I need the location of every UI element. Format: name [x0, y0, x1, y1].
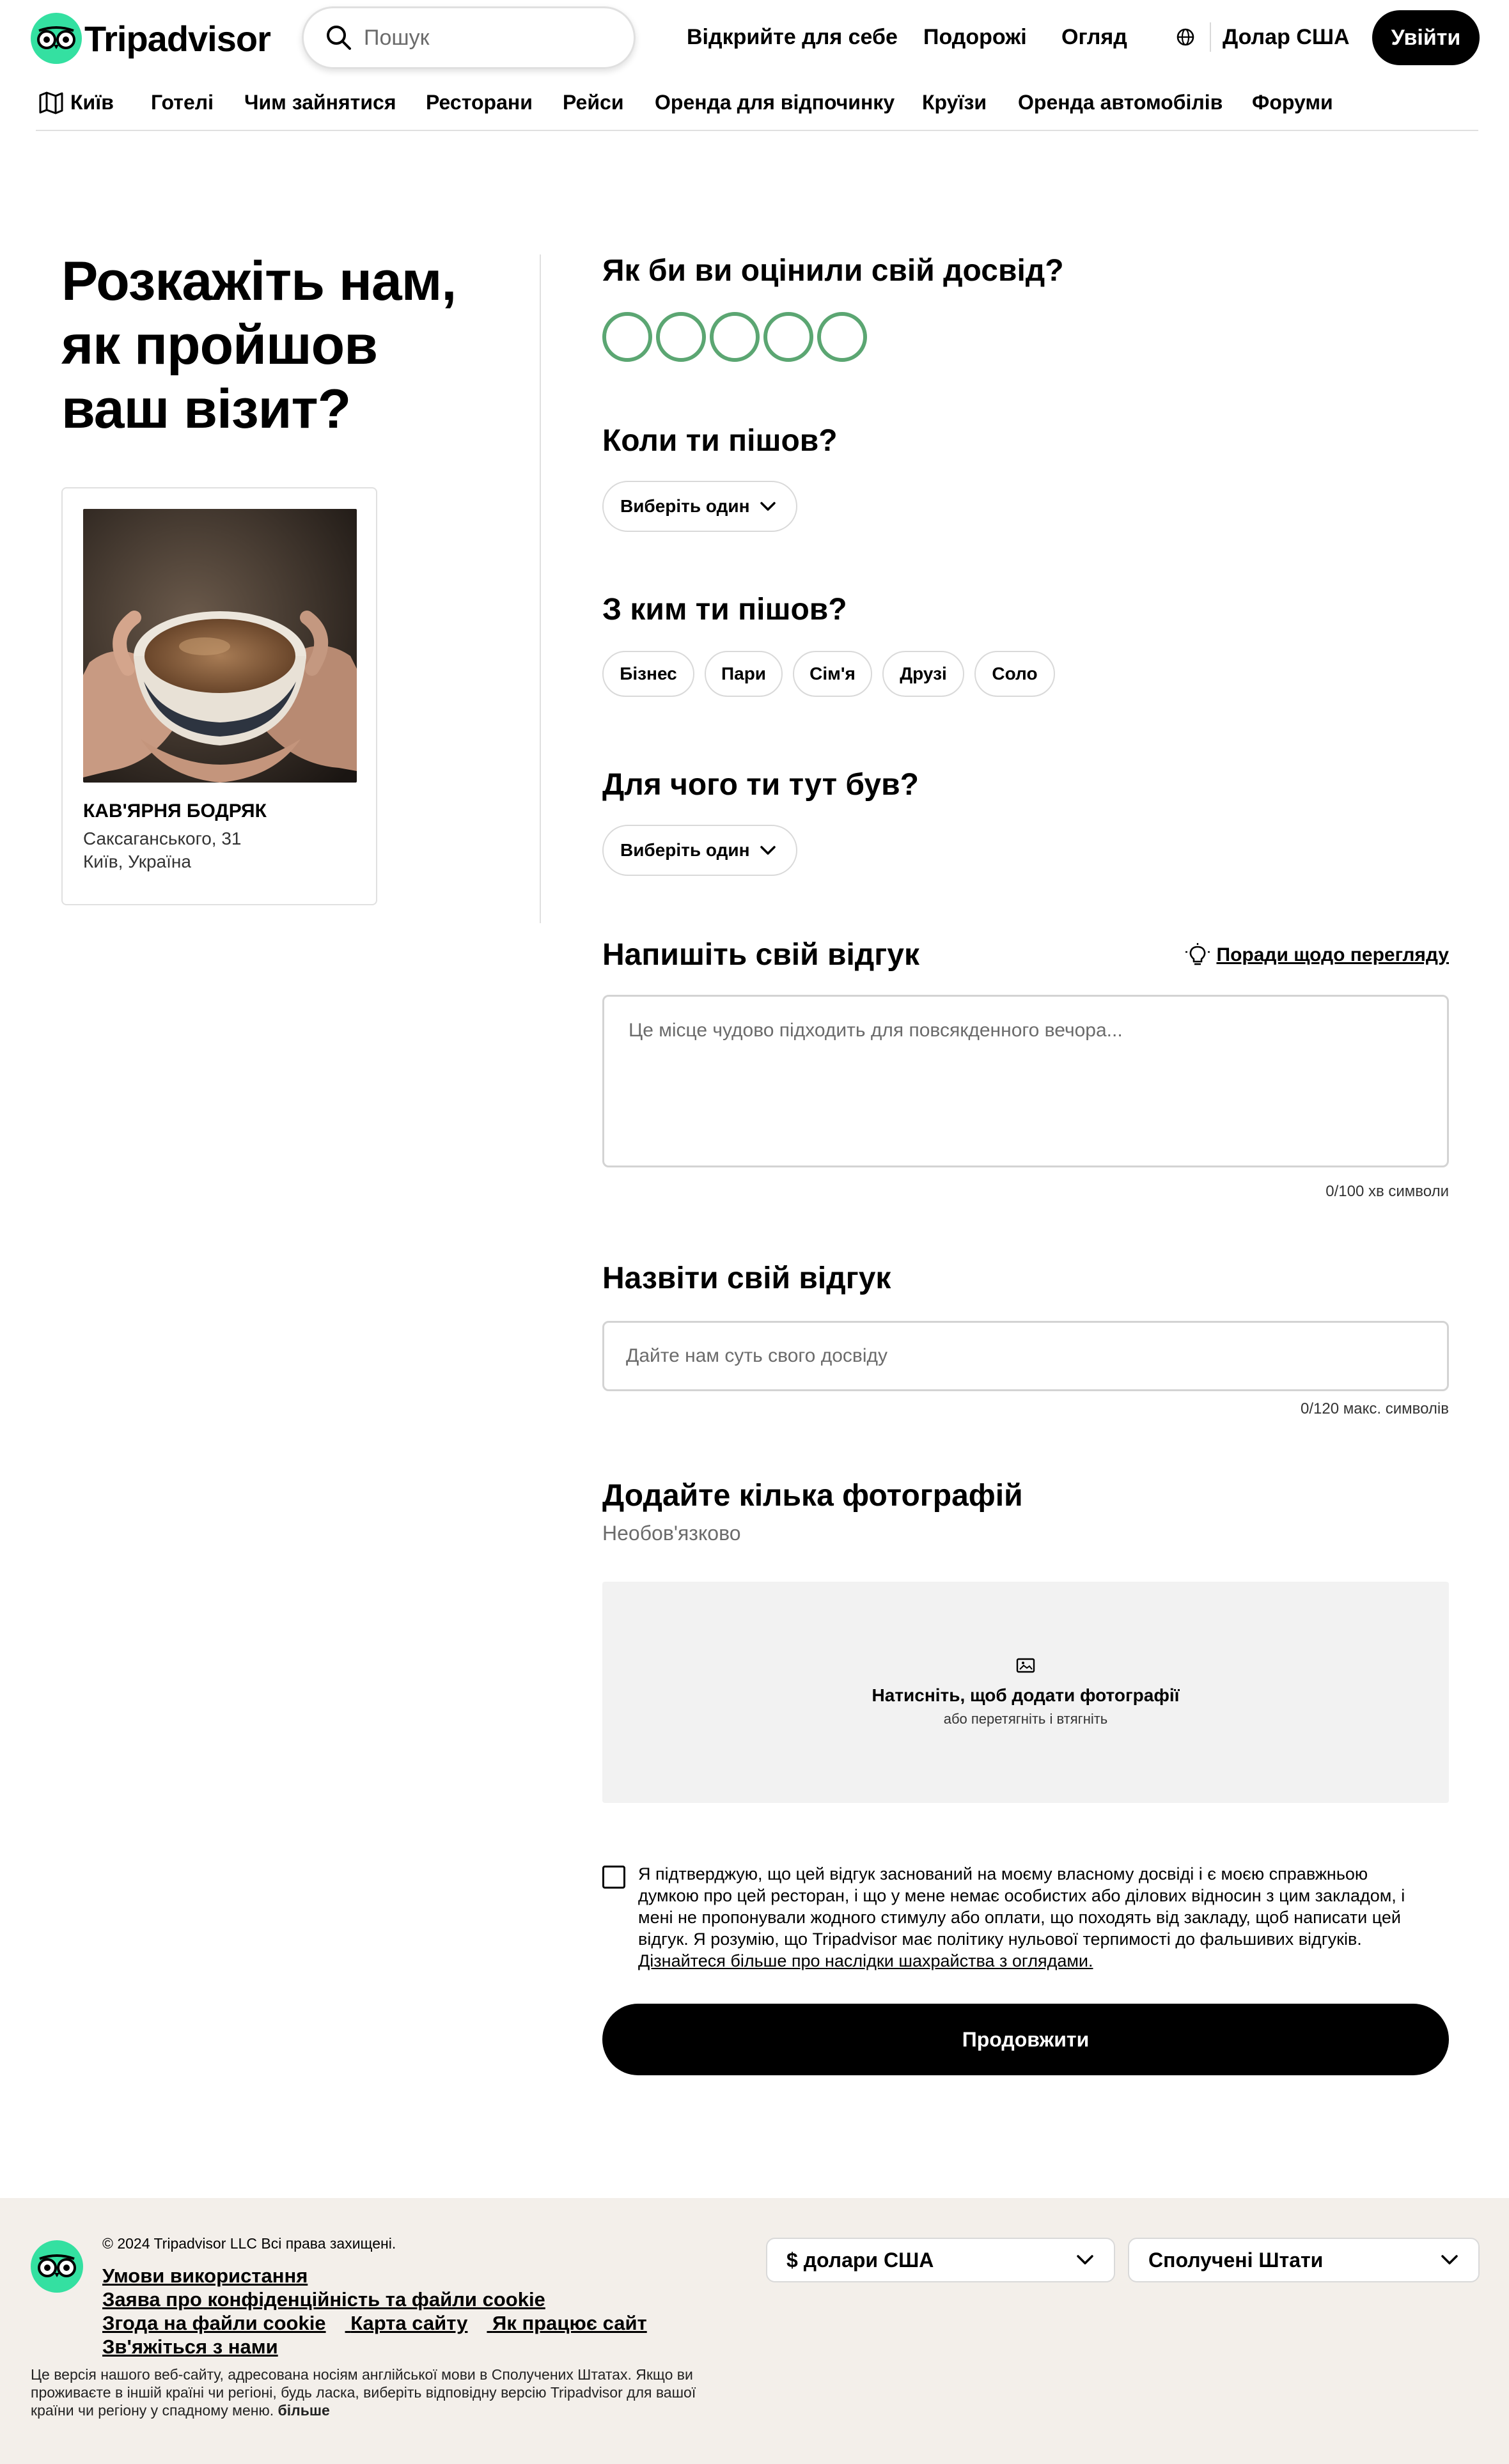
place-card [61, 487, 377, 905]
catnav-restaurants[interactable]: Ресторани [426, 91, 533, 114]
header-divider [36, 130, 1478, 131]
review-title-input[interactable] [602, 1321, 1449, 1391]
companion-options [602, 651, 1065, 697]
companion-family[interactable]: Сім'я [793, 651, 872, 697]
catnav-hotels[interactable]: Готелі [151, 91, 214, 114]
logo-text: Tripadvisor [84, 18, 270, 59]
locale-note-more-link[interactable]: більше [278, 2402, 330, 2419]
locale-note-text: Це версія нашого веб-сайту, адресована носіям англійської мови в Сполучених Штатах. Якщо ви проживаєте в іншій країні чи регіоні, будь ласка, виберіть відповідну версію Tripadvisor для вашої країни чи регіону у спадному меню. [31, 2366, 696, 2419]
rating-bubble-4[interactable] [763, 312, 813, 362]
title-char-counter: 0/120 макс. символів [1301, 1400, 1449, 1417]
privacy-link[interactable]: Заява про конфіденційність та файли cookie [102, 2288, 545, 2311]
address-line2: Київ, Україна [83, 852, 191, 871]
when-select-label: Виберіть один [620, 496, 750, 516]
review-tips-label: Поради щодо перегляду [1216, 944, 1449, 965]
confirm-checkbox[interactable] [602, 1866, 625, 1889]
chevron-down-icon [759, 845, 777, 856]
currency-divider [1210, 22, 1211, 52]
catnav-forums[interactable]: Форуми [1252, 91, 1333, 114]
confirm-statement: Я підтверджую, що цей відгук заснований на моєму власному досвіді і є моєю справжньою думкою про цей ресторан, і що у мене немає особистих або ділових відносин з цим закладом, і мені не пропонували жодного стимулу або оплати, що походять від закладу, щоб написати цей відгук. Я розумію, що Tripadvisor має політику нульової терпимості до фальшивих відгуків. [638, 1864, 1405, 1949]
confirm-row [602, 1863, 1449, 1972]
site-footer [0, 2198, 1509, 2464]
catnav-things-to-do[interactable]: Чим зайнятися [244, 91, 396, 114]
add-photo-icon [1016, 1657, 1035, 1674]
rating-bubbles [602, 312, 871, 362]
place-photo [83, 509, 357, 783]
footer-currency-select[interactable] [766, 2238, 1115, 2282]
footer-region-label: Сполучені Штати [1148, 2248, 1324, 2272]
cookie-consent-link[interactable]: Згода на файли cookie [102, 2312, 326, 2334]
review-textarea[interactable] [602, 995, 1449, 1167]
location-link[interactable]: Київ [38, 91, 114, 114]
site-header [0, 0, 1509, 131]
companion-question: З ким ти пішов? [602, 593, 847, 627]
footer-region-select[interactable] [1128, 2238, 1480, 2282]
map-icon [38, 91, 64, 114]
companion-couples[interactable]: Пари [705, 651, 783, 697]
column-divider [540, 254, 541, 923]
purpose-select[interactable] [602, 825, 797, 876]
footer-locale-note [31, 2366, 734, 2419]
nav-review[interactable]: Огляд [1061, 24, 1127, 49]
catnav-cruises[interactable]: Круїзи [922, 91, 987, 114]
currency-switcher[interactable] [1175, 18, 1350, 56]
how-site-works-link[interactable]: Як працює сайт [492, 2312, 647, 2334]
lightbulb-icon [1185, 942, 1210, 968]
nav-discover[interactable]: Відкрийте для себе [687, 24, 898, 49]
catnav-vacation-rentals[interactable]: Оренда для відпочинку [655, 91, 895, 114]
photo-dropzone-label: Натисніть, щоб додати фотографії [872, 1685, 1180, 1705]
purpose-question: Для чого ти тут був? [602, 768, 919, 802]
login-button[interactable]: Увійти [1372, 10, 1480, 65]
footer-links-row1 [102, 2265, 327, 2288]
photo-dropzone[interactable] [602, 1582, 1449, 1803]
companion-business[interactable]: Бізнес [602, 651, 694, 697]
rating-bubble-2[interactable] [656, 312, 706, 362]
footer-owl-logo-icon[interactable] [31, 2240, 83, 2293]
footer-links-row3 [102, 2312, 666, 2335]
currency-label: Долар США [1223, 24, 1350, 49]
rating-bubble-1[interactable] [602, 312, 652, 362]
fraud-info-link[interactable]: Дізнайтеся більше про наслідки шахрайства з оглядами. [638, 1951, 1093, 1970]
rating-bubble-5[interactable] [817, 312, 867, 362]
rating-bubble-3[interactable] [710, 312, 760, 362]
confirm-text [638, 1863, 1431, 1972]
when-question: Коли ти пішов? [602, 424, 838, 458]
search-bar[interactable] [302, 6, 636, 69]
footer-links-row2 [102, 2288, 565, 2311]
place-name: КАВ'ЯРНЯ БОДРЯК [83, 800, 267, 822]
terms-link[interactable]: Умови використання [102, 2265, 308, 2287]
place-address [83, 827, 241, 873]
tripadvisor-logo[interactable] [31, 12, 270, 65]
copyright: © 2024 Tripadvisor LLC Всі права захищені. [102, 2235, 396, 2252]
sitemap-link[interactable]: Карта сайту [350, 2312, 468, 2334]
review-tips-link[interactable] [1185, 942, 1450, 968]
globe-icon [1175, 27, 1196, 47]
contact-link[interactable]: Зв'яжіться з нами [102, 2335, 278, 2358]
review-char-counter: 0/100 хв символи [1325, 1183, 1449, 1200]
chevron-down-icon [1440, 2254, 1459, 2266]
rating-question: Як би ви оцінили свій досвід? [602, 254, 1064, 288]
owl-logo-icon [31, 13, 82, 64]
photos-optional-label: Необов'язково [602, 1522, 741, 1545]
companion-solo[interactable]: Соло [974, 651, 1055, 697]
page-title: Розкажіть нам, як пройшов ваш візит? [61, 251, 457, 440]
address-line1: Саксаганського, 31 [83, 829, 242, 848]
photos-heading: Додайте кілька фотографій [602, 1479, 1023, 1513]
continue-button[interactable]: Продовжити [602, 2004, 1449, 2075]
when-select[interactable] [602, 481, 797, 532]
footer-links-row4 [102, 2335, 297, 2359]
photo-dropzone-hint: або перетягніть і втягніть [943, 1711, 1108, 1727]
nav-trips[interactable]: Подорожі [923, 24, 1027, 49]
search-icon [325, 24, 352, 51]
review-heading: Напишіть свій відгук [602, 938, 919, 972]
catnav-flights[interactable]: Рейси [563, 91, 624, 114]
title-heading: Назвіти свій відгук [602, 1261, 891, 1295]
catnav-car-rentals[interactable]: Оренда автомобілів [1018, 91, 1223, 114]
companion-friends[interactable]: Друзі [882, 651, 964, 697]
purpose-select-label: Виберіть один [620, 840, 750, 860]
search-input[interactable] [364, 26, 607, 51]
chevron-down-icon [759, 501, 777, 512]
chevron-down-icon [1075, 2254, 1095, 2266]
footer-currency-label: $ долари США [786, 2248, 934, 2272]
